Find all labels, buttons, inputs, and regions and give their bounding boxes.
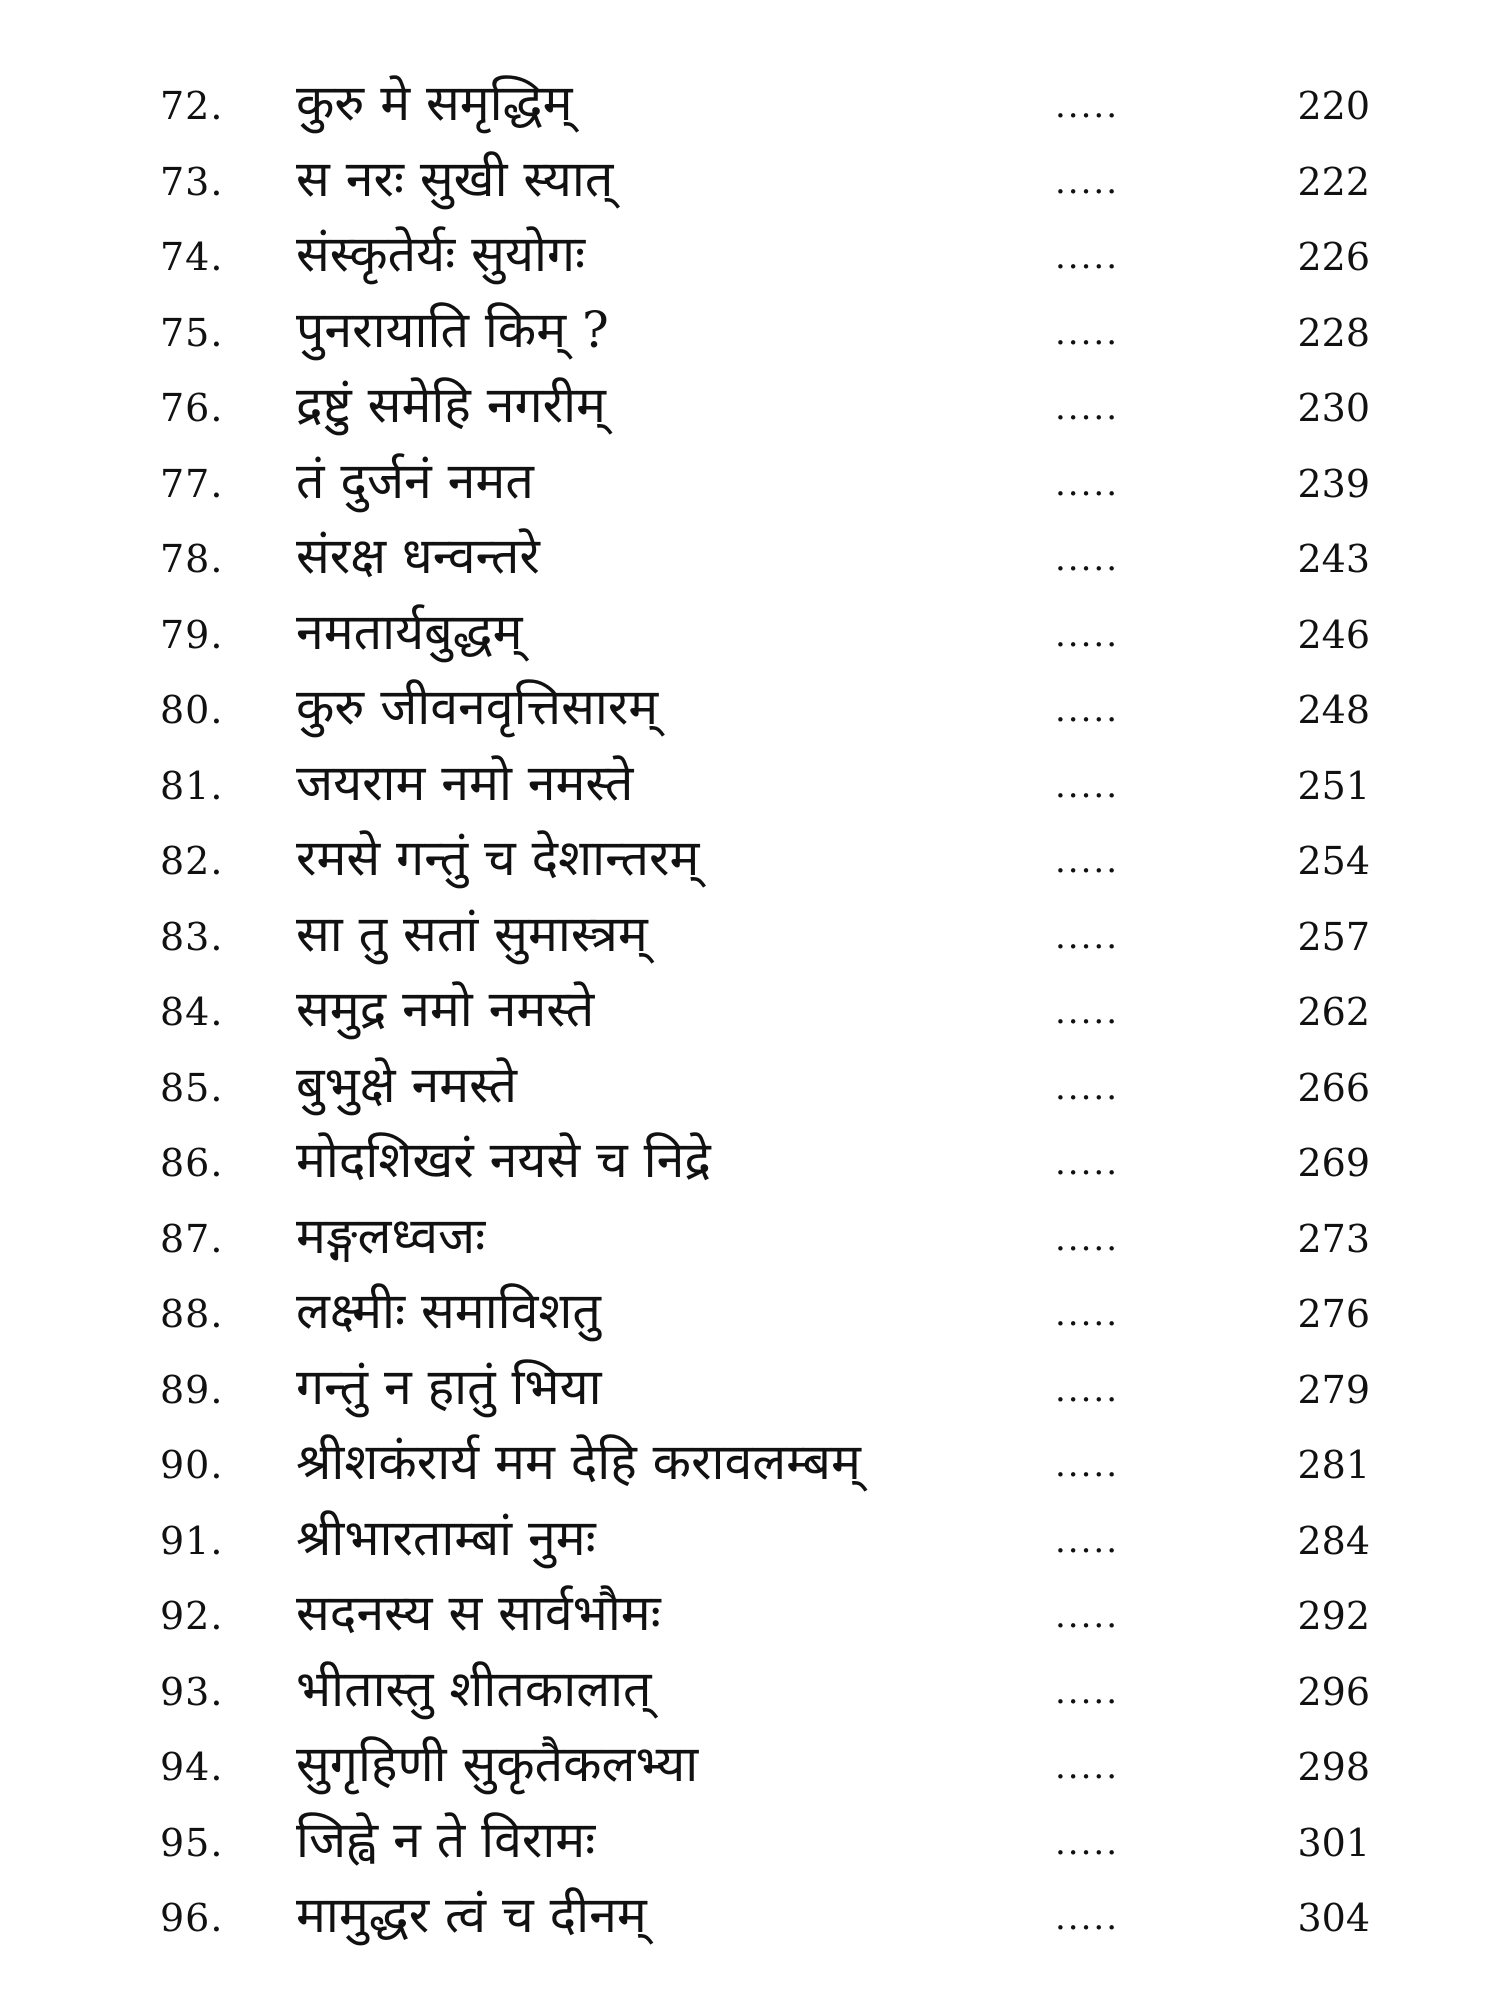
entry-title: भीतास्तु शीतकालात् [296,1659,652,1718]
entry-page-number: 262 [1297,990,1370,1034]
entry-leader-dots: ..... [1055,765,1120,806]
entry-title: समुद्र नमो नमस्ते [296,980,595,1038]
entry-leader-dots: ..... [1055,1747,1120,1787]
entry-title: स नरः सुखी स्यात् [296,149,614,208]
entry-number: 89. [160,1367,224,1412]
toc-entry [0,521,1500,597]
entry-number: 87. [160,1216,224,1261]
entry-leader-dots: ..... [1055,1369,1120,1410]
entry-page-number: 279 [1297,1367,1370,1412]
entry-title: तं दुर्जनं नमत [296,451,534,510]
entry-leader-dots: ..... [1055,161,1120,202]
toc-entry [0,144,1500,220]
toc-entry [0,672,1500,748]
entry-leader-dots: ..... [1055,690,1120,730]
toc-entry [0,823,1500,899]
entry-number: 93. [160,1669,224,1714]
entry-title: जयराम नमो नमस्ते [296,753,634,812]
entry-title: सदनस्य स सार्वभौमः [296,1584,661,1642]
entry-page-number: 230 [1297,386,1370,430]
entry-number: 92. [160,1594,224,1638]
entry-title: कुरु मे समृद्धिम् [296,74,573,132]
entry-title: मोदशिखरं नयसे च निद्रे [296,1131,711,1189]
entry-page-number: 239 [1297,461,1370,506]
entry-page-number: 292 [1297,1594,1370,1638]
entry-number: 88. [160,1292,224,1336]
toc-entry [0,1805,1500,1881]
entry-page-number: 296 [1297,1669,1370,1714]
entry-title: संरक्ष धन्वन्तरे [296,527,540,585]
entry-leader-dots: ..... [1055,992,1120,1032]
entry-leader-dots: ..... [1055,463,1120,504]
toc-entry [0,1427,1500,1503]
entry-number: 86. [160,1141,224,1185]
entry-number: 91. [160,1518,224,1563]
entry-page-number: 248 [1297,688,1370,732]
toc-entry [0,446,1500,522]
entry-leader-dots: ..... [1055,388,1120,428]
entry-leader-dots: ..... [1055,539,1120,579]
entry-title: नमतार्यबुद्धम् [296,602,523,661]
toc-entry [0,1352,1500,1428]
entry-title: श्रीशकंरार्य मम देहि करावलम्बम् [296,1433,861,1491]
entry-leader-dots: ..... [1055,86,1120,126]
entry-page-number: 222 [1297,159,1370,204]
entry-page-number: 257 [1297,914,1370,959]
entry-page-number: 301 [1297,1820,1370,1865]
entry-leader-dots: ..... [1055,312,1120,353]
toc-entry [0,1654,1500,1730]
entry-number: 84. [160,990,224,1034]
entry-page-number: 266 [1297,1065,1370,1110]
entry-page-number: 269 [1297,1141,1370,1185]
toc-entry [0,1125,1500,1201]
entry-page-number: 246 [1297,612,1370,657]
entry-number: 72. [160,84,224,128]
entry-page-number: 284 [1297,1518,1370,1563]
entry-leader-dots: ..... [1055,1596,1120,1636]
entry-page-number: 251 [1297,763,1370,808]
entry-leader-dots: ..... [1055,1671,1120,1712]
entry-number: 77. [160,461,224,506]
toc-entry [0,1503,1500,1579]
entry-leader-dots: ..... [1055,1067,1120,1108]
entry-page-number: 243 [1297,537,1370,581]
toc-entry [0,295,1500,371]
entry-number: 90. [160,1443,224,1487]
table-of-contents [0,68,1500,1956]
entry-page-number: 254 [1297,839,1370,883]
toc-entry [0,1201,1500,1277]
toc-entry [0,1729,1500,1805]
entry-page-number: 220 [1297,84,1370,128]
entry-page-number: 226 [1297,235,1370,279]
toc-entry [0,1276,1500,1352]
entry-leader-dots: ..... [1055,841,1120,881]
toc-entry [0,219,1500,295]
entry-page-number: 276 [1297,1292,1370,1336]
toc-entry [0,1578,1500,1654]
entry-number: 78. [160,537,224,581]
entry-number: 81. [160,763,224,808]
entry-title: बुभुक्षे नमस्ते [296,1055,518,1114]
toc-entry [0,899,1500,975]
entry-number: 83. [160,914,224,959]
entry-leader-dots: ..... [1055,916,1120,957]
entry-leader-dots: ..... [1055,1218,1120,1259]
entry-title: लक्ष्मीः समाविशतु [296,1282,601,1340]
entry-number: 96. [160,1896,224,1940]
entry-number: 95. [160,1820,224,1865]
entry-title: सा तु सतां सुमास्त्रम् [296,904,648,963]
entry-number: 76. [160,386,224,430]
entry-page-number: 298 [1297,1745,1370,1789]
entry-number: 80. [160,688,224,732]
entry-number: 82. [160,839,224,883]
entry-title: संस्कृतेर्यः सुयोगः [296,225,586,283]
entry-title: श्रीभारताम्बां नुमः [296,1508,596,1567]
entry-page-number: 228 [1297,310,1370,355]
toc-entry [0,1050,1500,1126]
entry-leader-dots: ..... [1055,1822,1120,1863]
entry-leader-dots: ..... [1055,1445,1120,1485]
toc-entry [0,1880,1500,1956]
entry-title: रमसे गन्तुं च देशान्तरम् [296,829,700,887]
entry-title: गन्तुं न हातुं भिया [296,1357,602,1416]
entry-number: 75. [160,310,224,355]
entry-page-number: 281 [1297,1443,1370,1487]
entry-number: 94. [160,1745,224,1789]
entry-title: द्रष्टुं समेहि नगरीम् [296,376,606,434]
entry-leader-dots: ..... [1055,1143,1120,1183]
entry-title: पुनरायाति किम् ? [296,300,609,359]
entry-title: मङ्गलध्वजः [296,1206,486,1265]
entry-page-number: 304 [1297,1896,1370,1940]
entry-number: 74. [160,235,224,279]
toc-entry [0,974,1500,1050]
entry-page-number: 273 [1297,1216,1370,1261]
toc-entry [0,370,1500,446]
entry-leader-dots: ..... [1055,1898,1120,1938]
entry-leader-dots: ..... [1055,1520,1120,1561]
toc-entry [0,68,1500,144]
entry-title: मामुद्धर त्वं च दीनम् [296,1886,647,1944]
toc-entry [0,597,1500,673]
entry-title: कुरु जीवनवृत्तिसारम् [296,678,659,736]
entry-number: 79. [160,612,224,657]
entry-leader-dots: ..... [1055,237,1120,277]
entry-number: 73. [160,159,224,204]
entry-leader-dots: ..... [1055,1294,1120,1334]
entry-number: 85. [160,1065,224,1110]
entry-title: जिह्वे न ते विरामः [296,1810,596,1869]
toc-entry [0,748,1500,824]
entry-title: सुगृहिणी सुकृतैकलभ्या [296,1735,699,1793]
entry-leader-dots: ..... [1055,614,1120,655]
